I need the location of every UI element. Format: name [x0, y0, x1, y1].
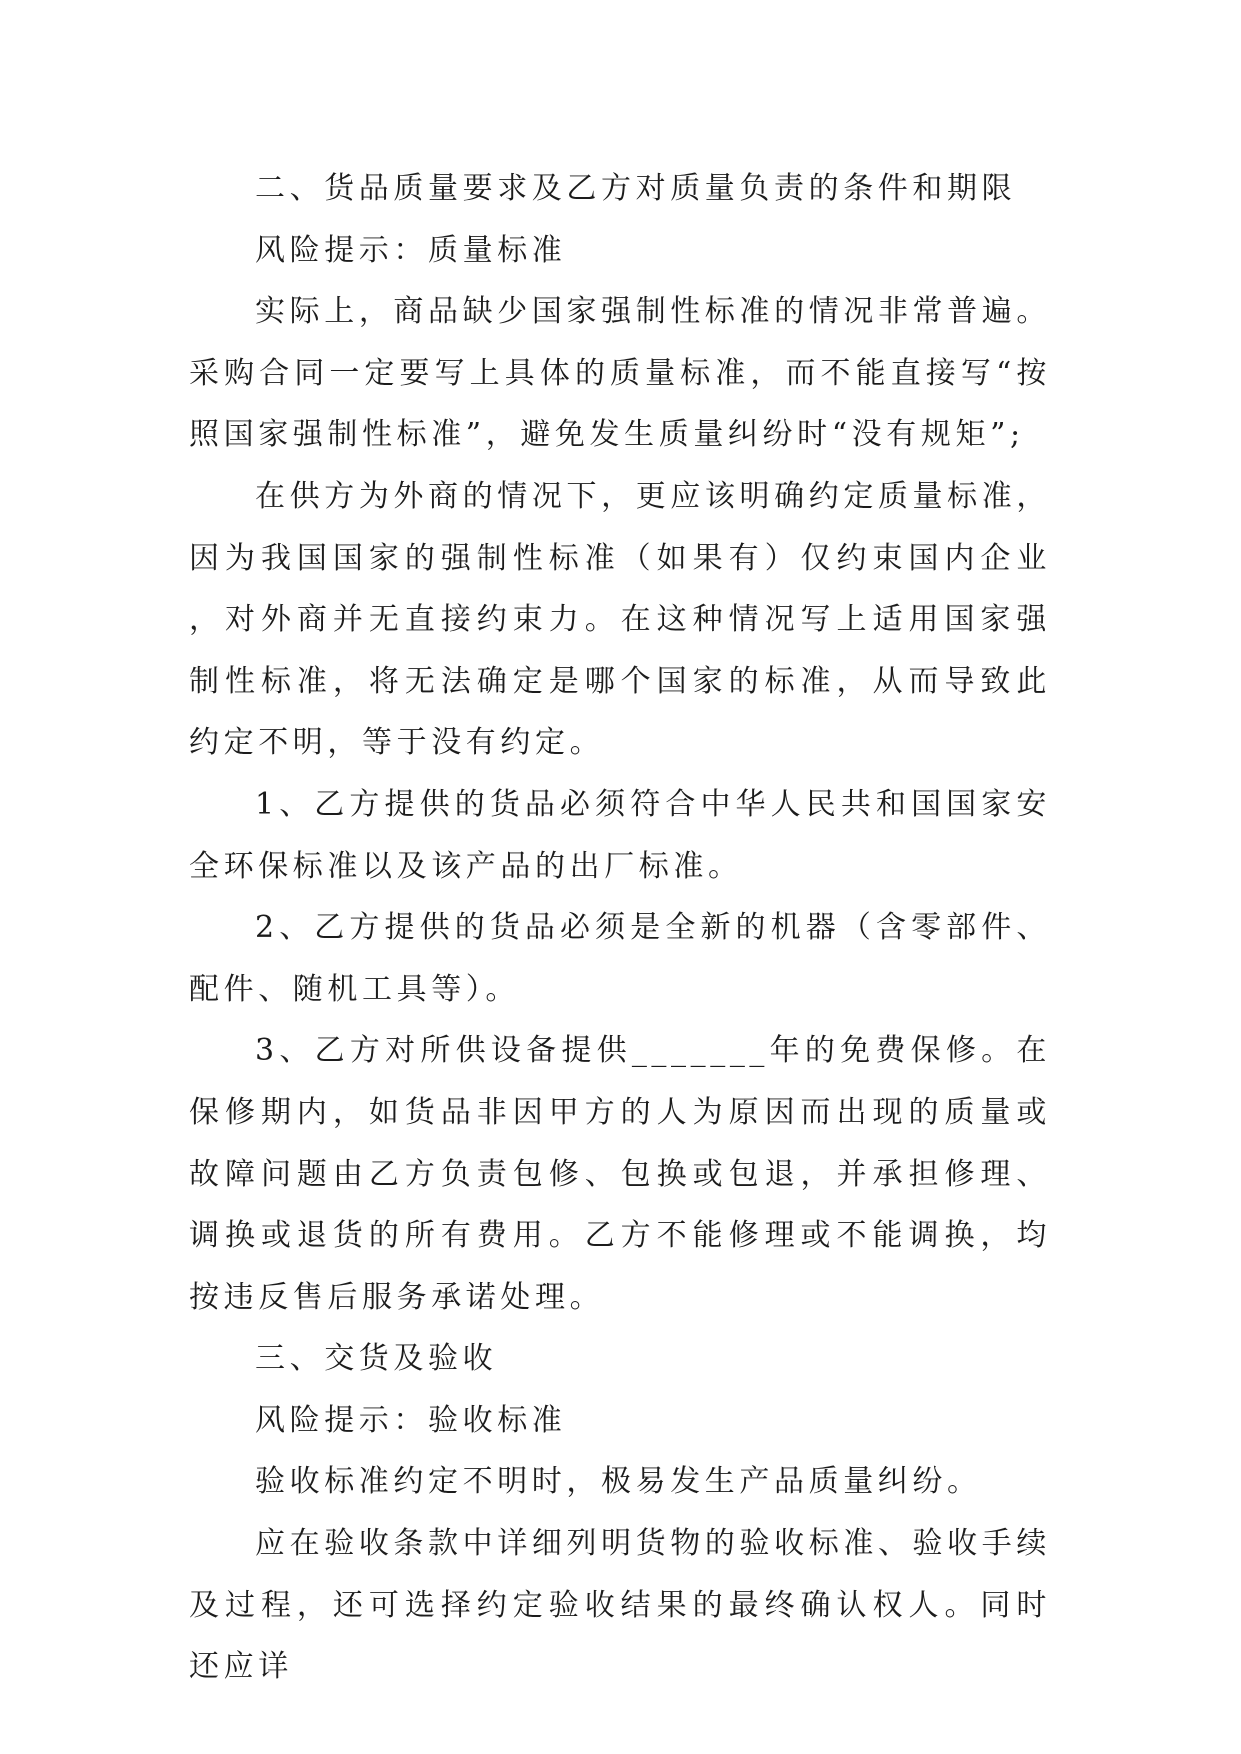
paragraph-foreign-supplier: 在供方为外商的情况下，更应该明确约定质量标准，因为我国国家的强制性标准（如果有）仅约束国内企业，对外商并无直接约束力。在这种情况写上适用国家强制性标准，将无法确定是哪个国家的标准，从而导致此约定不明，等于没有约定。: [189, 478, 1051, 761]
paragraph-acceptance-dispute: 验收标准约定不明时，极易发生产品质量纠纷。: [255, 1464, 982, 1500]
section-heading-delivery: 三、交货及验收: [255, 1341, 498, 1377]
clause-3-warranty: 3、乙方对所供设备提供_______年的免费保修。在保修期内，如货品非因甲方的人为原因而出现的质量或故障问题由乙方负责包修、包换或包退，并承担修理、调换或退货的所有费用。乙方不能修理或不能调换，均按违反售后服务承诺处理。: [189, 1033, 1051, 1315]
clause-1-safety-standard: 1、乙方提供的货品必须符合中华人民共和国国家安全环保标准以及该产品的出厂标准。: [189, 786, 1051, 884]
section-heading-quality: 二、货品质量要求及乙方对质量负责的条件和期限: [255, 171, 1017, 206]
clause-2-new-machines: 2、乙方提供的货品必须是全新的机器（含零部件、配件、随机工具等）。: [189, 910, 1051, 1007]
document-body: [189, 158, 1051, 1698]
paragraph-national-standard: 实际上，商品缺少国家强制性标准的情况非常普遍。采购合同一定要写上具体的质量标准，而不能直接写“按照国家强制性标准”，避免发生质量纠纷时“没有规矩”;: [189, 294, 1051, 453]
paragraph-acceptance-clause: 应在验收条款中详细列明货物的验收标准、验收手续及过程，还可选择约定验收结果的最终确认权人。同时还应详: [189, 1526, 1051, 1685]
risk-tip-quality-standard: 风险提示：质量标准: [255, 232, 567, 268]
risk-tip-acceptance-standard: 风险提示：验收标准: [255, 1402, 567, 1438]
